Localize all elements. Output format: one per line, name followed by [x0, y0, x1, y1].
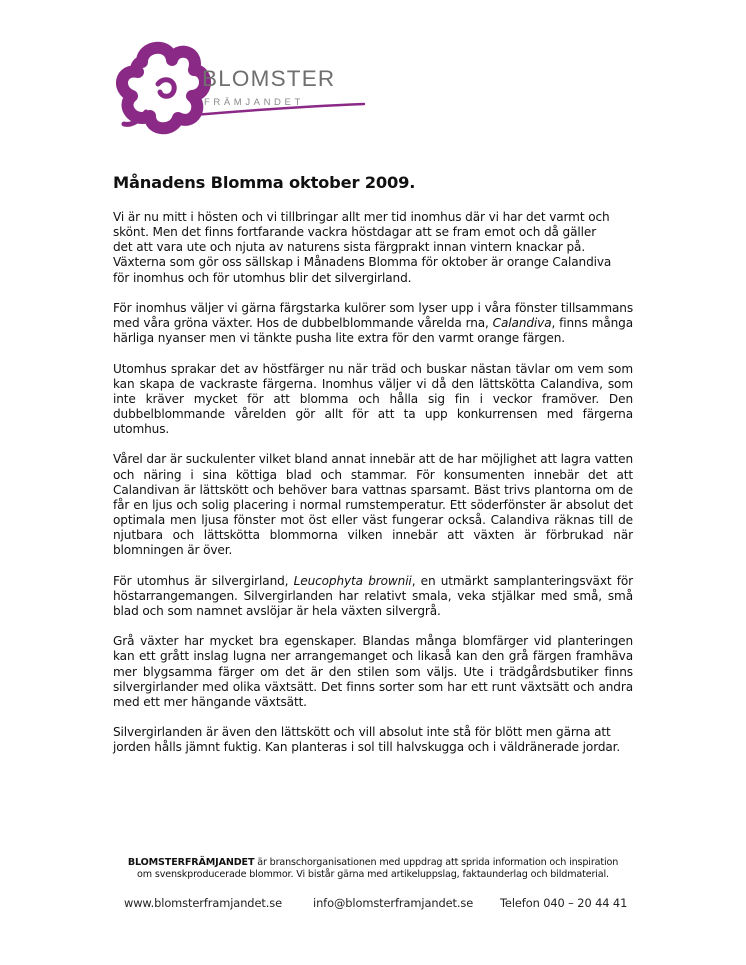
email-link[interactable]: info@blomsterframjandet.se [313, 896, 474, 910]
line: vatten och näring i sina köttiga blad och stammar. För konsumenten innebär det att [113, 452, 634, 482]
phone-number: Telefon 040 – 20 44 41 [500, 896, 628, 910]
line: skönt. Men det finns fortfarande vackra höstdagar att se fram emot och då gäller [113, 225, 597, 240]
footer-description [113, 857, 633, 881]
line: kan skapa de vackraste färgerna. Inomhus väljer vi då den lättskötta Calandiva, som [113, 376, 633, 391]
line: trädgårdsbutiker finns silvergirlander med olika växtsätt. Det finns sorter som har ett [113, 664, 633, 694]
article-body [113, 210, 633, 771]
italic-term: Leucophyta brownii [293, 573, 412, 588]
line: Vårel dar är suckulenter vilket bland annat innebär att de har möjlighet att lagra [113, 452, 591, 467]
footer-line-1: är branschorganisationen med uppdrag att sprida information och inspiration [254, 857, 619, 868]
line: kan ett grått inslag lugna ner arrangemanget och likaså kan den grå färgen [113, 649, 572, 664]
line: det optimala men ljusa fönster mot öst eller väst fungerar också. Calandiva räknas till [113, 497, 633, 528]
line: de njutbara och lättskötta blommorna vilken innebär att växten är förbrukad när [113, 513, 633, 543]
line: Utomhus sprakar det av höstfärger nu när träd och buskar nästan tävlar om vem som [113, 361, 633, 376]
paragraph-5 [113, 574, 633, 619]
line: Växterna som gör oss sällskap i Månadens Blomma för oktober är orange Calandiva [113, 255, 612, 270]
line: det att vara ute och njuta av naturens sista färgprakt innan vintern knackar på. [113, 240, 586, 255]
line: inte kräver mycket för att blomma och hålla sig fin i veckor framöver. Den [113, 391, 633, 406]
line: , finns [551, 316, 588, 331]
line: de får en ljus och solig placering i normal rumstemperatur. Ett söderfönster är absolut [113, 482, 633, 512]
line: Grå växter har mycket bra egenskaper. Blandas många blomfärger vid planteringen [113, 634, 633, 649]
line: höstarrangemangen. Silvergirlanden har relativt smala, veka stjälkar med små, små [113, 588, 633, 603]
line: blad och som namnet avslöjar är hela växten silvergrå. [113, 604, 441, 618]
footer-org-name: BLOMSTERFRÄMJANDET [127, 857, 255, 868]
paragraph-6 [113, 634, 633, 710]
line: Calandivan är lättskött och behöver bara vattnas sparsamt. Bäst trivs plantorna om [113, 482, 615, 497]
line: runt växtsätt och andra med ett mer hängande växtsätt. [113, 679, 633, 709]
line: jorden hålls jämnt fuktig. Kan planteras i sol till halvskugga och i väldränerade jordar. [113, 740, 621, 755]
line: Silvergirlanden är även den lättskött och vill absolut inte stå för blött men gärna att [113, 725, 611, 740]
footer-line-2: om svenskproducerade blommor. Vi bistår gärna med artikeluppslag, faktaunderlag och bildmaterial. [137, 869, 609, 880]
paragraph-3 [113, 362, 633, 438]
line: , en utmärkt samplanteringsväxt för [411, 573, 633, 588]
website-link[interactable]: www.blomsterframjandet.se [124, 896, 282, 910]
line: blomningen är över. [113, 543, 233, 558]
line: framhäva mer blygsamma färger om det är den stilen som väljs. Ute i [113, 649, 633, 679]
paragraph-4 [113, 452, 633, 558]
paragraph-7 [113, 725, 633, 755]
line: Vi är nu mitt i hösten och vi tillbringar allt mer tid inomhus där vi har det varmt och [113, 210, 610, 224]
line: för inomhus och för utomhus blir det silvergirland. [113, 270, 412, 285]
line: med våra gröna växter. Hos de dubbelblommande vårelda rna, [113, 316, 493, 331]
italic-term: Calandiva [492, 316, 552, 331]
paragraph-2 [113, 301, 633, 346]
line: För inomhus väljer vi gärna färgstarka kulörer som lyser upp i våra fönster tillsammans [113, 300, 633, 315]
paragraph-1 [113, 210, 633, 286]
line: För utomhus är silvergirland, [113, 573, 294, 588]
logo-wordmark: BLOMSTER [202, 66, 336, 91]
line: många härliga nyanser men vi tänkte pusha lite extra för den varmt orange färgen. [113, 316, 634, 346]
page-title: Månadens Blomma oktober 2009. [113, 173, 416, 192]
line: utomhus. [113, 422, 170, 437]
line: dubbelblommande vårelden gör allt för att ta upp konkurrensen med färgerna [113, 407, 633, 421]
logo-subtitle: FRÄMJANDET [204, 97, 304, 108]
